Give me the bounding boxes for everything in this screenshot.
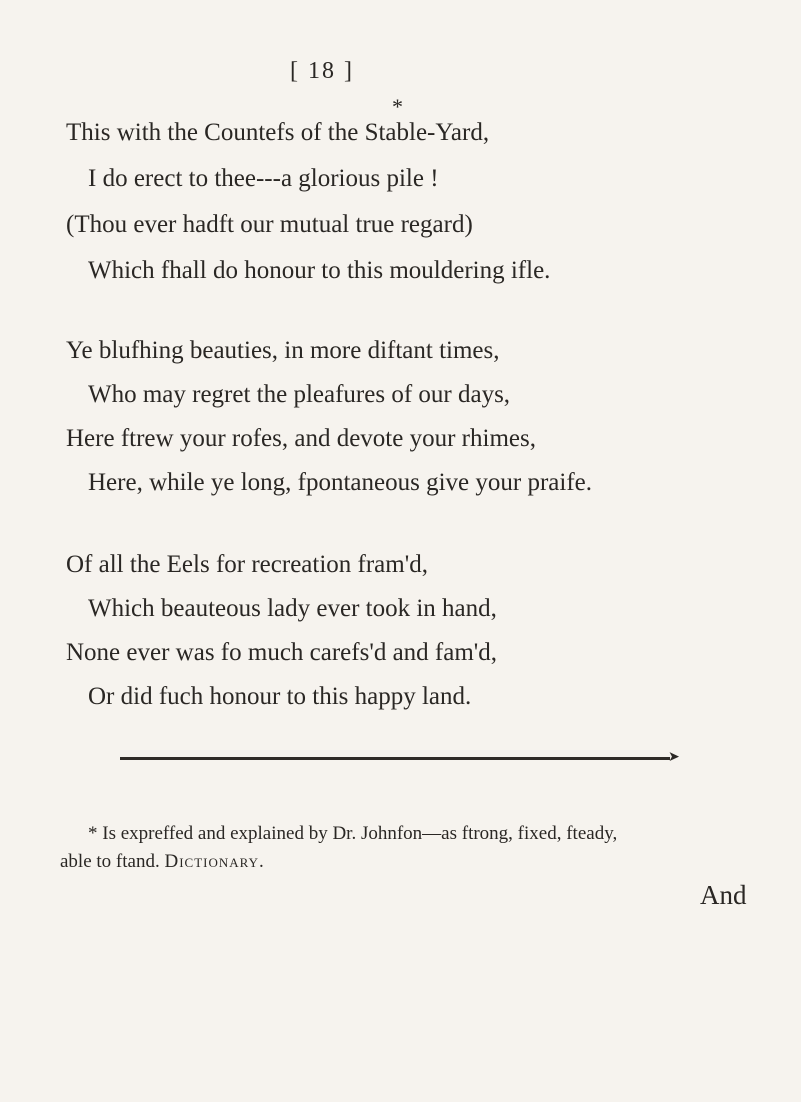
stanza-3-line-1: Of all the Eels for recreation fram'd,	[66, 551, 428, 578]
stanza-2-line-3: Here ftrew your rofes, and devote your rhimes,	[66, 425, 536, 452]
footnote-line-1: * Is expreffed and explained by Dr. Johnfon—as ftrong, fixed, fteady,	[88, 823, 618, 844]
catchword: And	[700, 880, 747, 910]
footnote-text: able to ftand.	[60, 851, 160, 872]
stanza-1-line-3: (Thou ever hadft our mutual true regard)	[66, 211, 473, 238]
footnote-line-2	[60, 850, 265, 874]
stanza-1-line-4: Which fhall do honour to this mouldering ifle.	[88, 257, 551, 284]
stanza-1-line-1: This with the Countefs of the Stable-Yard,	[66, 119, 490, 146]
page-number: [ 18 ]	[290, 58, 354, 84]
footnote-rule	[120, 757, 670, 760]
stanza-1-line-2: I do erect to thee---a glorious pile !	[88, 165, 439, 192]
rule-end-ornament: ➤	[668, 750, 680, 765]
stanza-2-line-1: Ye blufhing beauties, in more diftant times,	[66, 337, 500, 364]
footnote-marker: *	[392, 94, 403, 119]
stanza-3-line-4: Or did fuch honour to this happy land.	[88, 683, 472, 710]
stanza-3-line-3: None ever was fo much carefs'd and fam'd,	[66, 639, 498, 666]
stanza-3-line-2: Which beauteous lady ever took in hand,	[88, 595, 497, 622]
footnote-source: Dictionary.	[164, 851, 265, 872]
stanza-2-line-2: Who may regret the pleafures of our days,	[88, 381, 511, 408]
stanza-2-line-4: Here, while ye long, fpontaneous give your praife.	[88, 469, 593, 496]
